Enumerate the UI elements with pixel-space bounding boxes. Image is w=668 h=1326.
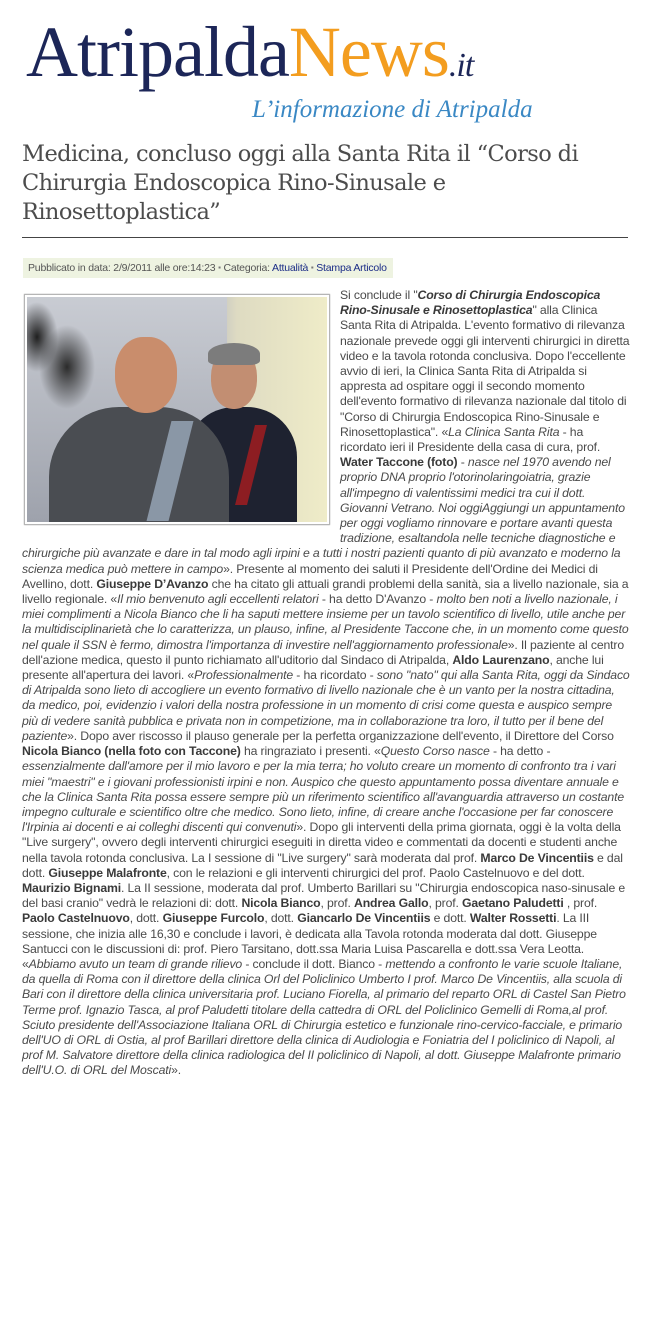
body-text-run: . La III sessione, che inizia alle 16,30 e conclude i lavori, è dedicata alla Tavola rotonda moderata dal dott. Giuseppe Santucci con le discussioni di: prof. Piero Tarsitano, dott.ssa Maria Luisa Pascarella e dott.ssa Vera Leotta. «: [22, 911, 597, 971]
body-quote-italic: nasce nel 1970 avendo nel proprio DNA proprio l'otorinolaringoiatria, grazie all'impegno di valentissimi medici tra cui il dott. Giovanni Vetrano. Noi oggiAggiungi un appuntamento per oggi vogliamo rinnovare e portare avanti questa tradizione, esaltandola nelle tecniche diagnostiche e chirurgiche più avanzate e dare in tal modo agli irpini e a tutti i nostri pazienti quanto di più avanzato e moderno la scienza medica può mettere in campo: [22, 455, 625, 576]
body-name-bold: Giuseppe Malafronte: [48, 865, 167, 880]
body-name-bold: Andrea Gallo: [354, 896, 429, 911]
logo-news: News: [288, 12, 449, 92]
body-text-run: - ha detto -: [489, 744, 551, 759]
body-quote-italic: Il mio benvenuto agli eccellenti relatori: [117, 592, 319, 607]
body-quote-italic: mettendo a confronto le varie scuole Italiane, da quella di Roma con il direttore della clinica Orl del Policlinico Umberto I prof. Marco De Vincentiis, alla scuola di Bari con il direttore della clinica universitaria prof. Luciano Fiorella, al primario del reparto ORL di Castel San Pietro Terme prof. Ignazio Tasca, al prof Paludetti titolare della cattedra di ORL del Policlinico Gemelli di Roma,al prof. Sciuto presidente dell'Associazione Italiana ORL di Chirurgia estetico e funzionale rino-cervico-facciale, e primario dell'UO di ORL di Ostia, al prof Barillari direttore della clinica di Audiologia e Foniatria del I policlinico di Napoli, al prof M. Salvatore direttore della clinica radiologica del II policlinico di Napoli, al dott. Giuseppe Malafronte primario dell'U.O. di ORL del Moscati: [22, 956, 626, 1078]
category-label: Categoria:: [223, 262, 270, 274]
logo-atripalda: Atripalda: [26, 12, 289, 92]
logo-tld: .it: [448, 47, 474, 84]
separator-icon: ▪: [218, 263, 221, 272]
body-quote-italic: essenzialmente dall'amore per il mio lavoro e per la mia terra; ho voluto creare un momento di confronto tra i vari miei "maestri" e i giovani professionisti irpini e non. Auspico che questo appuntamento possa diventare annuale e che la Clinica Santa Rita possa essere sempre più un riferimento scientifico all'avanguardia attraverso un costante impegno culturale e scientifico oltre che medico. Sono lieto, infine, di creare anche l'occasione per far conoscere l'Irpinia ai docenti e ai colleghi discenti qui convenuti: [22, 759, 624, 835]
logo-wordmark: [26, 12, 473, 106]
body-text-run: , prof.: [320, 896, 355, 911]
body-text-run: che ha citato gli attuali grandi problemi della sanità, sia a livello nazionale, sia a livello regionale. «: [22, 576, 629, 607]
body-text-run: e dott.: [430, 911, 470, 926]
body-text-run: Si conclude il ": [340, 288, 418, 302]
article-title: Medicina, concluso oggi alla Santa Rita il “Corso di Chirurgia Endoscopica Rino-Sinusale e Rinosettoplastica”: [22, 141, 579, 225]
body-text-run: ». Dopo gli interventi della prima giornata, oggi è la volta della "Live surgery", ovvero degli interventi chirurgici eseguiti in diretta video e commentati da docenti e studenti anche nella tavola rotonda conclusiva. La I sessione di "Live surgery" sarà moderata dal prof.: [22, 820, 621, 865]
body-name-bold: Giuseppe D’Avanzo: [96, 576, 209, 591]
body-course-title: Corso di Chirurgia Endoscopica Rino-Sinusale e Rinosettoplastica: [340, 288, 601, 318]
photo-float-spacer: [22, 288, 340, 536]
body-text-run: ».: [171, 1063, 181, 1078]
body-text-run: , anche lui presente all'apertura dei lavori. «: [22, 652, 604, 683]
body-text-run: " alla Clinica Santa Rita di Atripalda. L'evento formativo di rilevanza nazionale prevede oggi gli interventi chirurgici in diretta video e la tavola rotonda conclusiva. Dopo l'eccellente avvio di ieri, la Clinica Santa Rita di Atripalda si appresta ad ospitare oggi il secondo momento dell'evento formativo di rilevanza nazionale dal titolo di "Corso di Chirurgia Endoscopica Rino-Sinusale e Rinosettoplastica". «: [340, 303, 630, 439]
body-text-run: e dal dott.: [22, 850, 623, 880]
body-name-bold: Aldo Laurenzano: [452, 652, 550, 667]
body-text-run: - ha detto D'Avanzo -: [318, 592, 437, 607]
article-body: [22, 288, 630, 1079]
body-text-run: , dott.: [264, 911, 298, 926]
site-tagline: L’informazione di Atripalda: [252, 96, 533, 123]
site-logo[interactable]: [26, 12, 586, 122]
body-text-run: , prof.: [563, 896, 598, 911]
body-name-bold: Nicola Bianco (nella foto con Taccone): [22, 744, 241, 759]
body-text-run: ». Presente al momento dei saluti il Presidente dell'Ordine dei Medici di Avellino, dott.: [22, 561, 598, 591]
body-name-bold: Walter Rossetti: [469, 911, 557, 926]
body-text-run: ». Dopo aver riscosso il plauso generale per la perfetta organizzazione dell'evento, il Direttore del Corso: [67, 728, 614, 743]
body-text-run: . La II sessione, moderata dal prof. Umberto Barillari su "Chirurgia endoscopica naso-sinusale e del basi cranio" vedrà le relazioni di: dott.: [22, 880, 626, 911]
body-text-run: ha ringraziato i presenti. «: [240, 744, 381, 759]
body-text-run: ». Il paziente al centro dell'azione medica, questo il punto richiamato all'uditorio dal Sindaco di Atripalda,: [22, 637, 625, 667]
separator-icon: ▪: [310, 263, 314, 272]
body-text-run: - conclude il dott. Bianco -: [242, 956, 386, 971]
body-text-run: , con le relazioni e gli interventi chirurgici del prof. Paolo Castelnuovo e del dott.: [166, 865, 585, 880]
body-quote-italic: Professionalmente: [194, 668, 294, 683]
body-name-bold: Maurizio Bignami: [22, 880, 122, 895]
publish-date: Pubblicato in data: 2/9/2011 alle ore:14:23: [28, 262, 216, 274]
body-name-bold: Giancarlo De Vincentiis: [297, 911, 431, 926]
title-divider: [22, 237, 628, 238]
body-text-run: - ha ricordato ieri il Presidente della casa di cura, prof.: [340, 424, 601, 455]
body-name-bold: Giuseppe Furcolo: [162, 911, 265, 926]
body-quote-italic: Abbiamo avuto un team di grande rilievo: [28, 956, 243, 971]
body-text-run: , dott.: [129, 911, 163, 926]
body-text-run: - ha ricordato -: [293, 668, 377, 683]
body-quote-italic: sono "nato" qui alla Santa Rita, oggi da Sindaco di Atripalda sono lieto di accogliere un evento formativo di livello nazionale che è un vanto per la nostra cittadina, da medico, poi, evidenzio i valori della nostra professione in un momento di crisi come questa e auspico sempre più di vedere sanità pubblica e privata non in competizione, ma in collaborazione tra loro, il tutto per il bene del paziente: [22, 668, 630, 743]
body-quote-italic: La Clinica Santa Rita: [448, 424, 560, 439]
body-quote-italic: molto ben noti a livello nazionale, i miei complimenti a Nicola Bianco che li ha saputi mettere insieme per un tavolo scientifico di livello, utile anche per la multidisciplinarietà che lo caratterizza, un plauso, infine, al Presidente Taccone che, in un momento come questo nel quale il SSN è fermo, dimostra l'importanza di investire nell'aggiornamento professionale: [22, 592, 629, 652]
body-text-run: -: [457, 455, 468, 470]
body-name-bold: Paolo Castelnuovo: [22, 911, 130, 926]
body-text-run: , prof.: [428, 896, 463, 911]
article-meta-bar: [23, 258, 393, 278]
body-name-bold: Marco De Vincentiis: [480, 850, 594, 865]
body-name-bold: Nicola Bianco: [241, 896, 321, 911]
body-name-bold: Water Taccone (foto): [340, 455, 458, 470]
category-link[interactable]: Attualità: [272, 262, 309, 274]
body-name-bold: Gaetano Paludetti: [462, 896, 564, 911]
body-quote-italic: Questo Corso nasce: [380, 744, 490, 759]
print-article-link[interactable]: Stampa Articolo: [316, 262, 387, 274]
